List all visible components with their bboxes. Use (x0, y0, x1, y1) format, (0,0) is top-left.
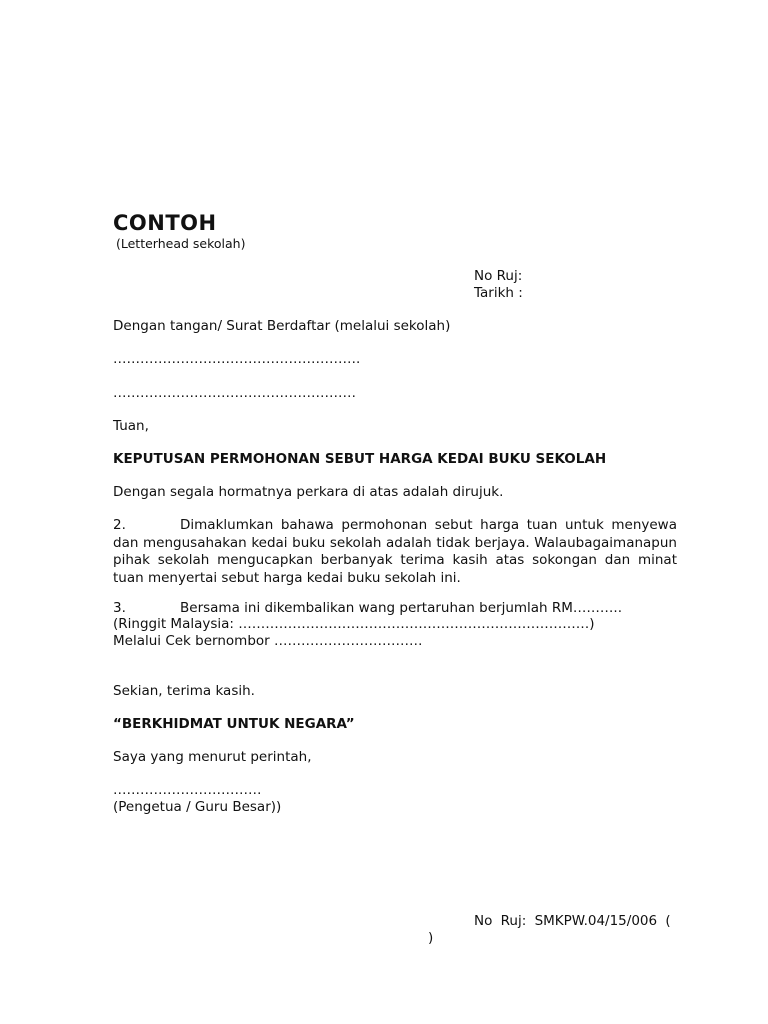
signatory: (Pengetua / Guru Besar)) (113, 799, 282, 815)
no-ruj-label: No Ruj: (474, 268, 523, 284)
reference-block (474, 268, 523, 302)
paragraph-3-text: Bersama ini dikembalikan wang pertaruhan berjumlah RM……….. (180, 600, 623, 616)
delivery-method: Dengan tangan/ Surat Berdaftar (melalui sekolah) (113, 318, 451, 334)
page-title: CONTOH (113, 211, 217, 235)
salutation: Tuan, (113, 418, 149, 434)
paragraph-2 (113, 517, 677, 587)
tarikh-label: Tarikh : (474, 285, 523, 301)
sign-off: Saya yang menurut perintah, (113, 749, 312, 765)
paragraph-3-line-3: Melalui Cek bernombor …………………………… (113, 633, 423, 649)
footer-paren: ) (428, 930, 434, 946)
address-line-1: ………………………………………………. (113, 351, 361, 367)
paragraph-2-text: Dimaklumkan bahawa permohonan sebut harga tuan untuk menyewa dan mengusahakan kedai buku sekolah adalah tidak berjaya. Walaubagaimanapun pihak sekolah mengucapkan berbanyak terima kasih atas sokongan dan minat tuan menyertai sebut harga kedai buku sekolah ini. (113, 517, 677, 586)
paragraph-3-line-1 (113, 600, 622, 616)
letterhead-placeholder: (Letterhead sekolah) (116, 236, 246, 251)
paragraph-2-number: 2. (113, 517, 126, 533)
paragraph-3-line-2: (Ringgit Malaysia: ……………………………………………………………………) (113, 616, 595, 632)
motto: “BERKHIDMAT UNTUK NEGARA” (113, 716, 355, 732)
address-line-2: ……………………………………………… (113, 385, 356, 401)
footer-reference: No Ruj: SMKPW.04/15/006 ( (474, 913, 671, 929)
opening-line: Dengan segala hormatnya perkara di atas adalah dirujuk. (113, 484, 504, 500)
subject-heading: KEPUTUSAN PERMOHONAN SEBUT HARGA KEDAI BUKU SEKOLAH (113, 451, 607, 467)
closing-line: Sekian, terima kasih. (113, 683, 255, 699)
paragraph-3-number: 3. (113, 600, 126, 616)
signature-line: …………………………… (113, 782, 262, 798)
